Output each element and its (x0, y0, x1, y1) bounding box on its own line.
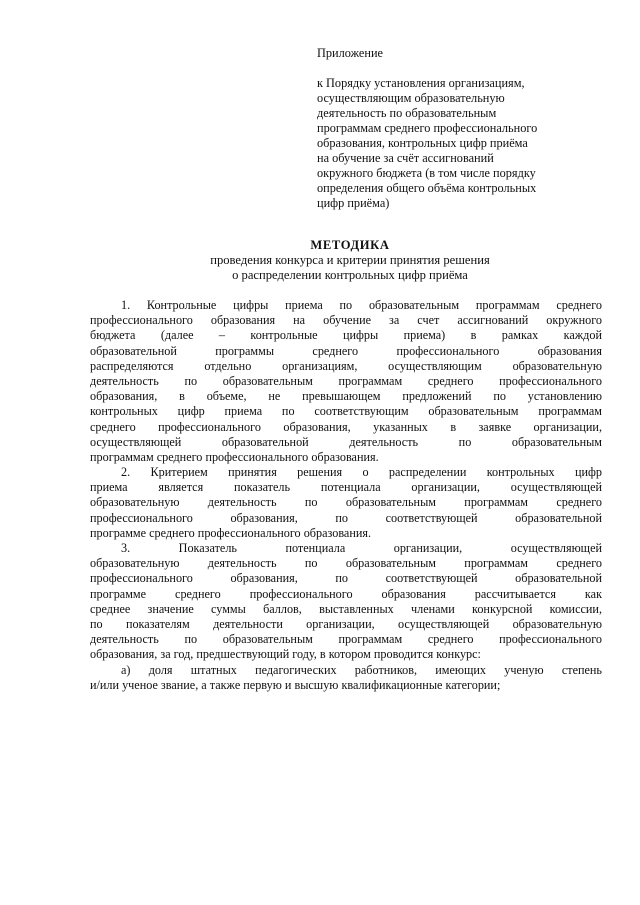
appendix-line: к Порядку установления организациям, (317, 76, 525, 90)
paragraph-2-line: приема является показатель потенциала организации, осуществляющей (90, 480, 602, 495)
appendix-line: образования, контрольных цифр приёма (317, 136, 528, 150)
document-title: МЕТОДИКА (310, 238, 390, 252)
list-item-a-line: и/или ученое звание, а также первую и высшую квалификационные категории; (90, 677, 501, 692)
document-subtitle-line: о распределении контрольных цифр приёма (232, 268, 468, 282)
appendix-line: программам среднего профессионального (317, 121, 538, 135)
paragraph-3-line: образовательную деятельность по образовательным программам среднего (90, 556, 602, 571)
paragraph-1-line: профессионального образования на обучение за счет ассигнований окружного (90, 313, 602, 328)
paragraph-3-line: образования, за год, предшествующий году, в котором проводится конкурс: (90, 647, 481, 662)
appendix-line: на обучение за счёт ассигнований (317, 151, 494, 165)
appendix-line: окружного бюджета (в том числе порядку (317, 166, 536, 180)
paragraph-1-line: образовательной программы среднего профессионального образования (90, 343, 602, 358)
paragraph-1-line: среднего профессионального образования, указанных в заявке организации, (90, 419, 602, 434)
appendix-line: деятельность по образовательным (317, 106, 497, 120)
paragraph-3-line: 3. Показатель потенциала организации, осуществляющей (121, 541, 602, 555)
paragraph-3-line: по показателям деятельности организации, осуществляющей образовательную (90, 616, 602, 631)
paragraph-2-line: образовательную деятельность по образовательным программам среднего (90, 495, 602, 510)
paragraph-3-line: профессионального образования, по соответствующей образовательной (90, 571, 602, 586)
paragraph-1-line: программам среднего профессионального образования. (90, 449, 379, 464)
paragraph-3-line: программе среднего профессионального образования рассчитывается как (90, 586, 602, 601)
appendix-line: осуществляющим образовательную (317, 91, 505, 105)
appendix-block (317, 46, 587, 211)
paragraph-3-line: среднее значение суммы баллов, выставленных членами конкурсной комиссии, (90, 601, 602, 616)
paragraph-1-line: осуществляющей образовательной деятельность по образовательным (90, 434, 602, 449)
document-heading (150, 238, 550, 283)
paragraph-1-line: бюджета (далее – контрольные цифры приема) в рамках каждой (90, 328, 602, 343)
appendix-title: Приложение (317, 46, 383, 60)
paragraph-2-line: 2. Критерием принятия решения о распределении контрольных цифр (121, 465, 602, 480)
list-item-a-line: а) доля штатных педагогических работников, имеющих ученую степень (121, 662, 602, 677)
paragraph-1-line: распределяются отдельно организациям, осуществляющим образовательную (90, 358, 602, 373)
paragraph-2-line: программе среднего профессионального образования. (90, 525, 372, 540)
paragraph-1-line: контрольных цифр приема по соответствующим образовательным программам (90, 404, 602, 419)
paragraph-1-line: образования, в объеме, не превышающем предложений по установлению (90, 389, 602, 404)
paragraph-1-line: деятельность по образовательным программам среднего профессионального (90, 373, 602, 388)
paragraph-1-line: 1. Контрольные цифры приема по образовательным программам среднего (121, 298, 602, 312)
appendix-line: определения общего объёма контрольных (317, 181, 537, 195)
body-text (90, 298, 602, 693)
appendix-line: цифр приёма) (317, 196, 390, 210)
paragraph-2-line: профессионального образования, по соответствующей образовательной (90, 510, 602, 525)
paragraph-3-line: деятельность по образовательным программам среднего профессионального (90, 632, 602, 647)
document-subtitle-line: проведения конкурса и критерии принятия решения (210, 253, 490, 267)
